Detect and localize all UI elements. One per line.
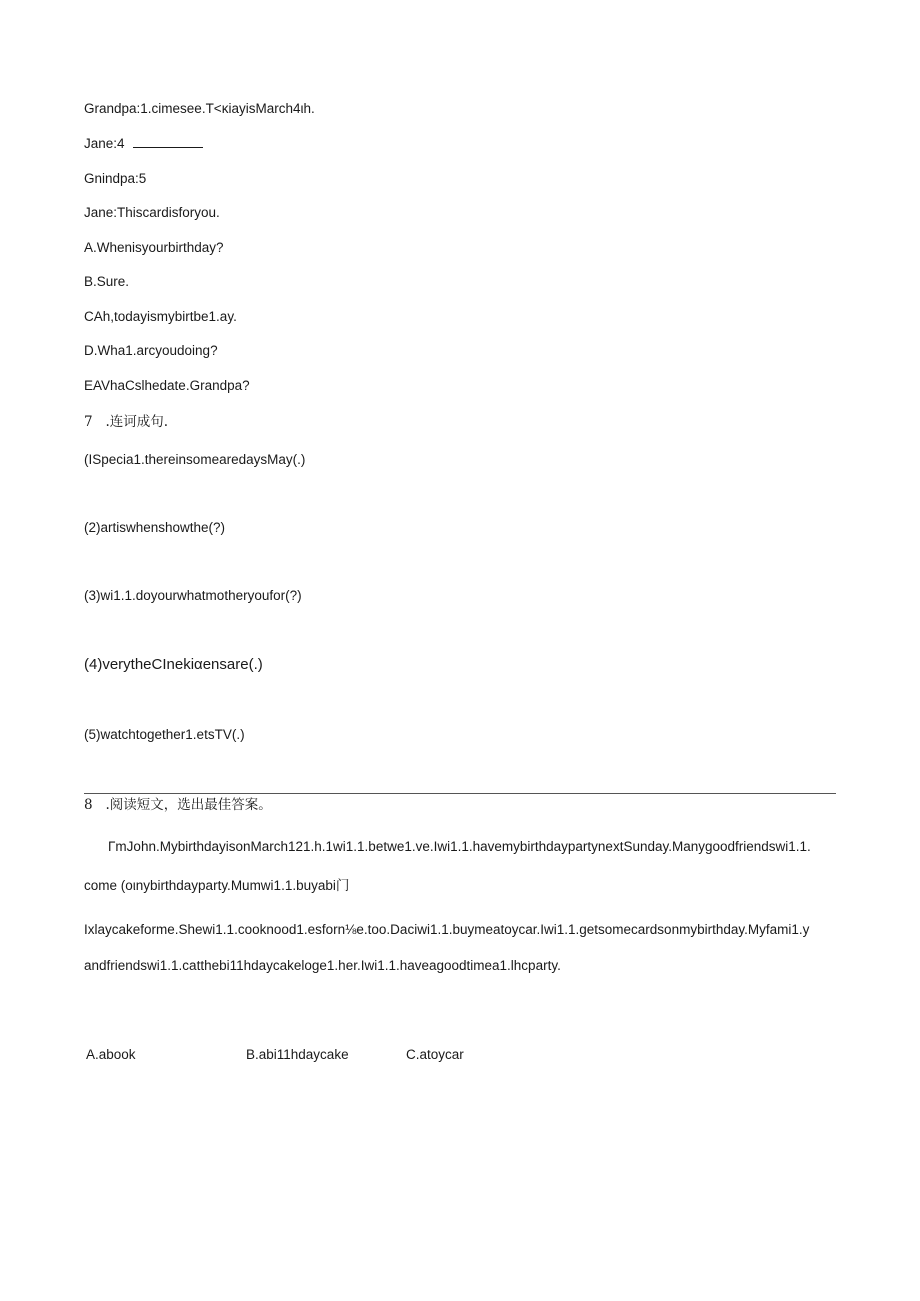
section-8-heading: 8 .阅读短文，选出最佳答案。 bbox=[84, 797, 272, 813]
question-4: (4)verytheCInekiαensare(.) bbox=[84, 656, 263, 673]
option-b: B.abi11hdaycake bbox=[246, 1047, 349, 1062]
question-1: (ISpecia1.thereinsomearedaysMay(.) bbox=[84, 452, 306, 467]
section-7-heading: 7 .连诃成句. bbox=[84, 414, 169, 430]
passage-line-3: Ixlaycakeforme.Shewi1.1.cooknood1.esforn⅛e.too.Daciwi1.1.buymeatoycar.Iwi1.1.getsomecardsonmybirthday.Myfami1.y bbox=[84, 922, 810, 937]
dialogue-line-grandpa-1: Grandpa:1.cimesee.T<κiayisMarch4ιh. bbox=[84, 101, 315, 116]
jane-label: Jane:4 bbox=[84, 136, 125, 151]
passage-line-1: ΓmJohn.MybirthdayisonMarch121.h.1wi1.1.betwe1.ve.Iwi1.1.havemybirthdaypartynextSunday.Manygoodfriendswi1.1. bbox=[108, 839, 811, 854]
dialogue-line-jane-2: Jane:Thiscardisforyou. bbox=[84, 205, 220, 220]
option-a: A.abook bbox=[86, 1047, 136, 1062]
choice-e: EAVhaCslhedate.Grandpa? bbox=[84, 378, 250, 393]
choice-b: B.Sure. bbox=[84, 274, 130, 289]
passage-line-4: andfriendswi1.1.catthebi11hdaycakeloge1.her.Iwi1.1.haveagoodtimea1.lhcparty. bbox=[84, 958, 561, 973]
question-2: (2)artiswhenshowthe(?) bbox=[84, 520, 226, 535]
question-3: (3)wi1.1.doyourwhatmotheryoufor(?) bbox=[84, 588, 302, 603]
choice-c: CAh,todayismybirtbe1.ay. bbox=[84, 309, 237, 324]
option-c: C.atoycar bbox=[406, 1047, 464, 1062]
section-divider bbox=[84, 793, 836, 794]
passage-line-2: come (oιnybirthdayparty.Mumwi1.1.buyabi门 bbox=[84, 878, 350, 893]
choice-d: D.Wha1.arcyoudoing? bbox=[84, 343, 218, 358]
dialogue-line-grandpa-2: Gnindpa:5 bbox=[84, 171, 147, 186]
dialogue-line-jane-blank bbox=[84, 135, 203, 153]
answer-blank[interactable] bbox=[133, 135, 203, 148]
question-5: (5)watchtogether1.etsTV(.) bbox=[84, 727, 245, 742]
choice-a: A.Whenisyourbirthday? bbox=[84, 240, 224, 255]
